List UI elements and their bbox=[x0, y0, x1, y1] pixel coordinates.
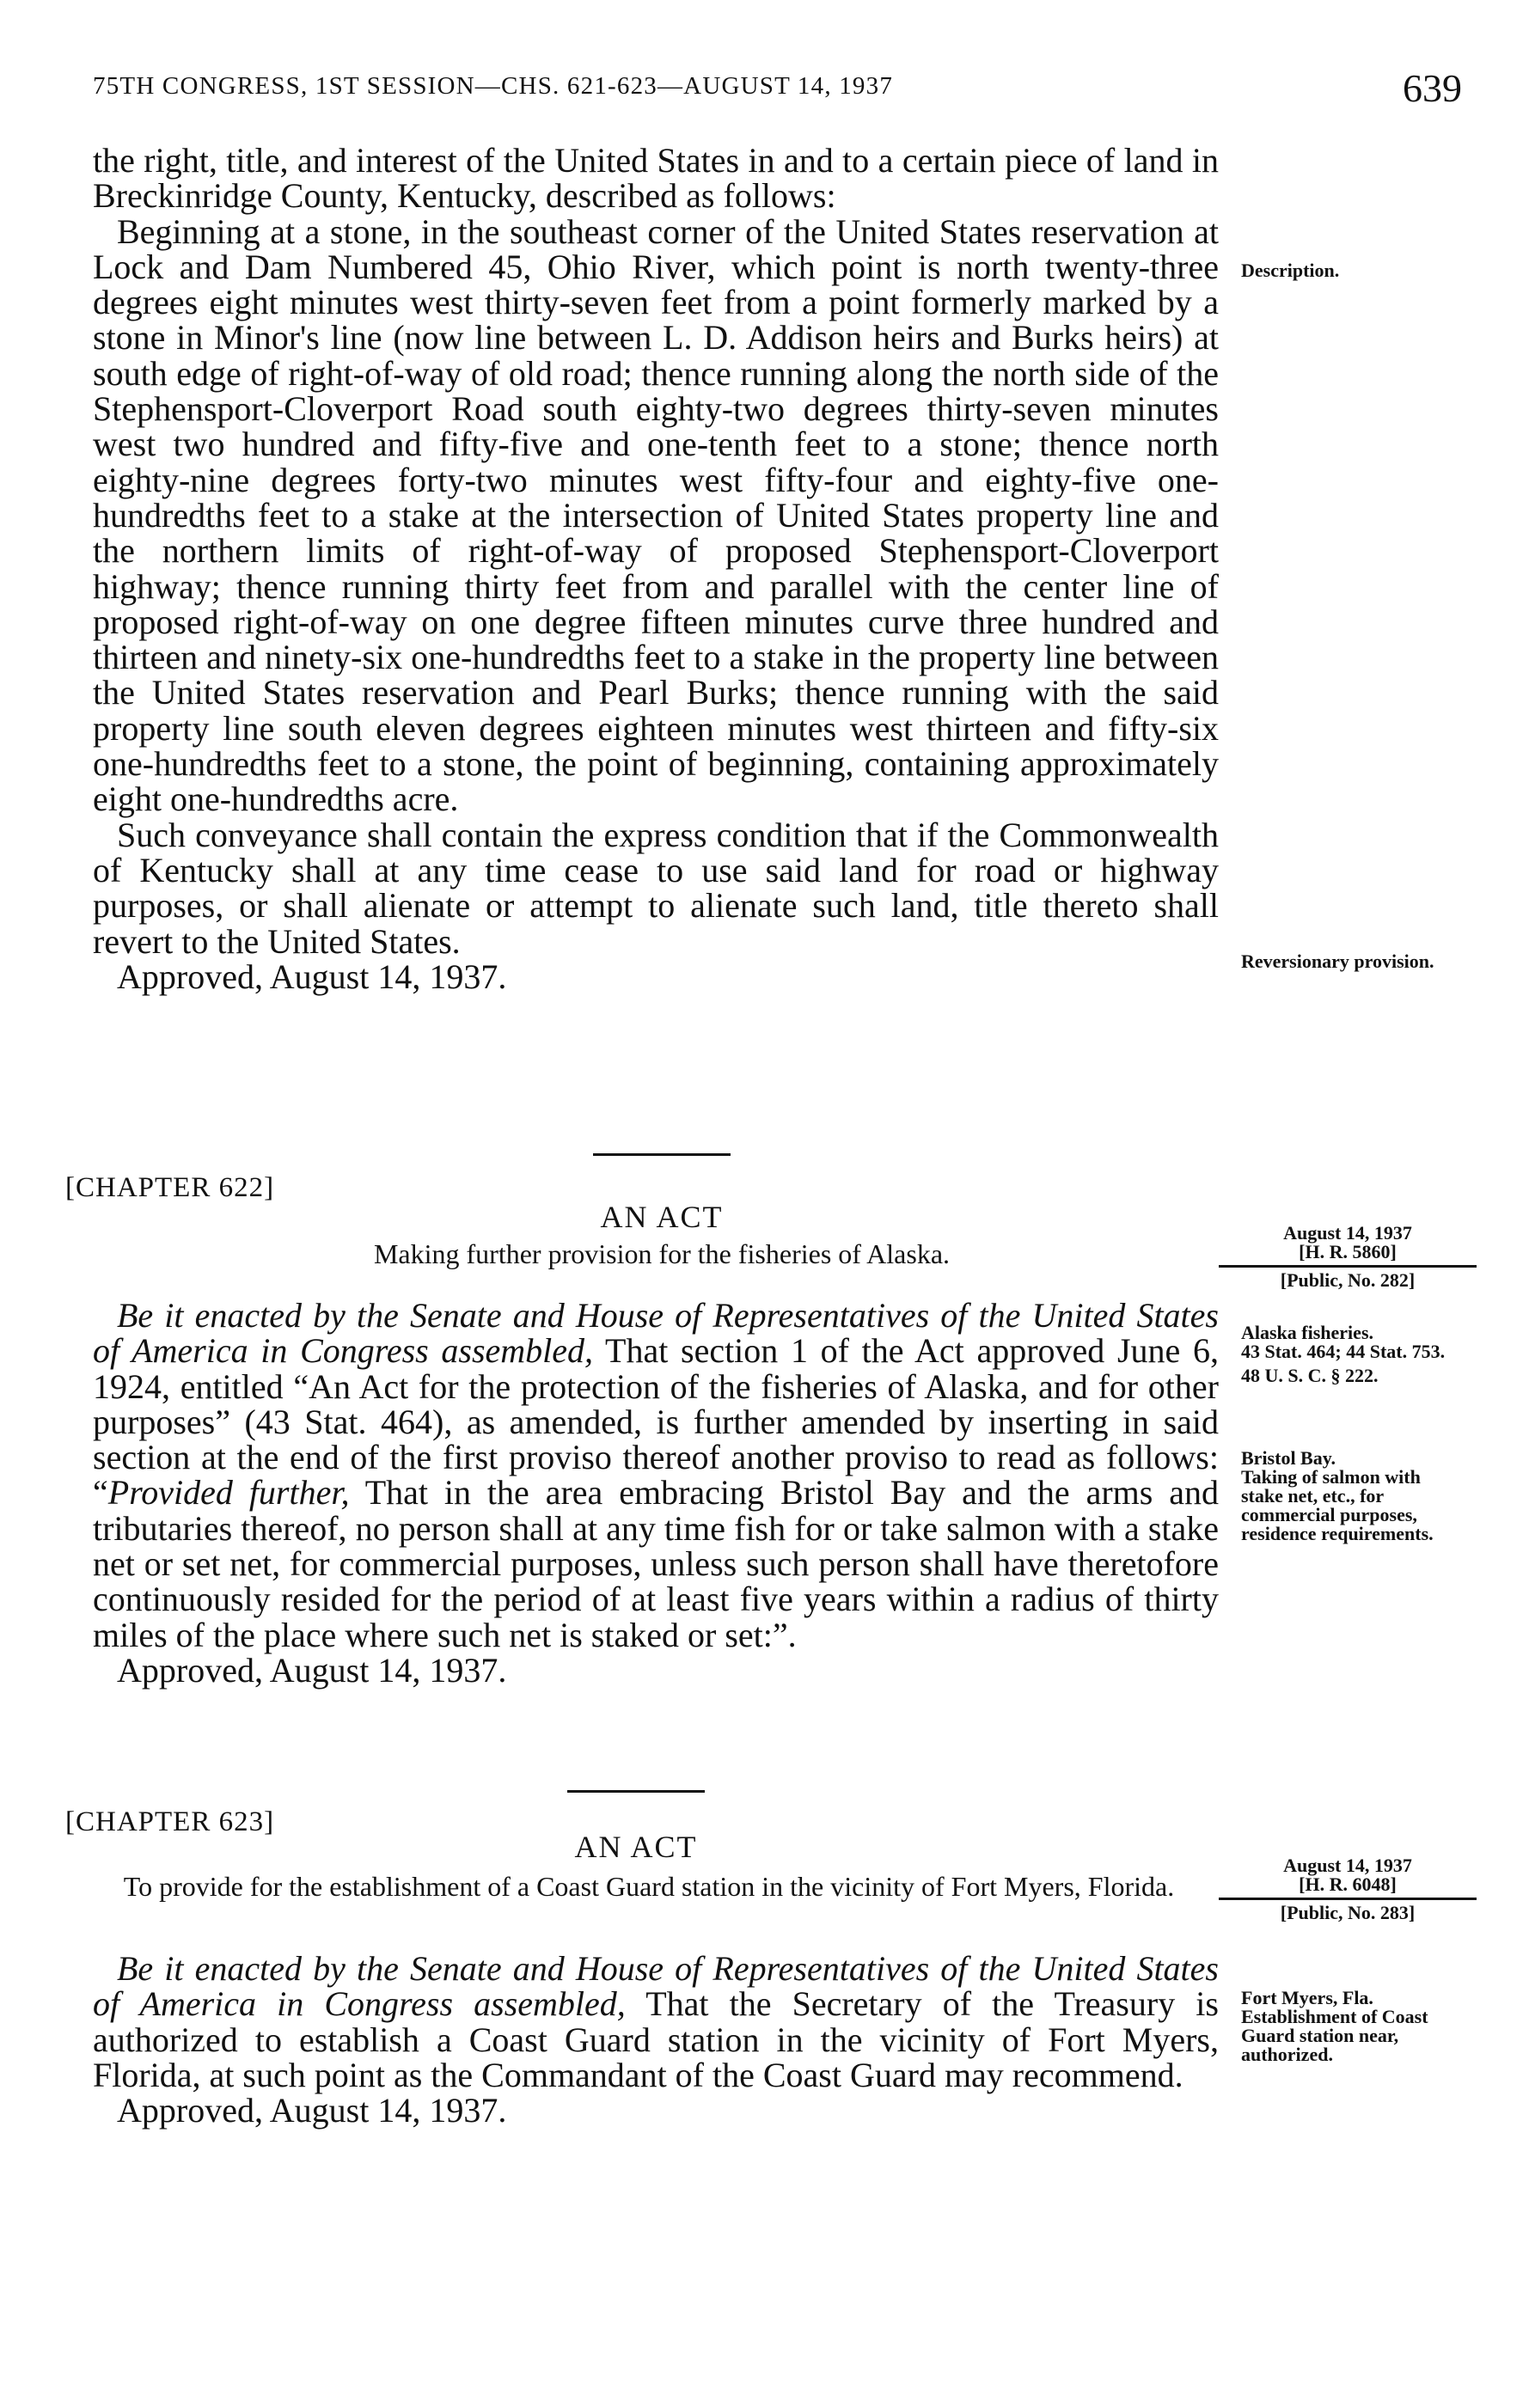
act-date: August 14, 1937 bbox=[1283, 1222, 1412, 1244]
chapter-623-text bbox=[93, 1951, 1219, 2128]
act-title-623: AN ACT bbox=[574, 1830, 698, 1864]
margin-notes-623 bbox=[1241, 1989, 1463, 2064]
margin-note-description: Description. bbox=[1241, 260, 1340, 281]
act-subtitle-623: To provide for the establishment of a Coast Guard station in the vicinity of Fort Myers, Florida. bbox=[123, 1871, 1175, 1902]
margin-note-taking: Taking of salmon with stake net, etc., for commercial purposes, residence requirements. bbox=[1241, 1466, 1434, 1544]
chapter-621-text bbox=[93, 143, 1219, 994]
act-date: August 14, 1937 bbox=[1283, 1855, 1412, 1876]
act-meta-623 bbox=[1219, 1856, 1477, 1922]
margin-note-reversionary: Reversionary provision. bbox=[1241, 950, 1434, 972]
paragraph-enactment-622 bbox=[93, 1298, 1219, 1653]
chapter-623-label: [CHAPTER 623] bbox=[65, 1806, 275, 1837]
approved-line: Approved, August 14, 1937. bbox=[117, 956, 507, 996]
approved-line: Approved, August 14, 1937. bbox=[117, 1650, 507, 1690]
bill-number: [H. R. 5860] bbox=[1219, 1243, 1477, 1268]
bill-number: [H. R. 6048] bbox=[1219, 1875, 1477, 1900]
margin-note-alaska: Alaska fisheries. bbox=[1241, 1322, 1373, 1343]
paragraph-continuation: the right, title, and interest of the United States in and to a certain piece of land in Breckinridge County, Kentucky, described as follows: bbox=[93, 141, 1219, 216]
approved-line: Approved, August 14, 1937. bbox=[117, 2091, 507, 2130]
body-part-2: That in the area embracing Bristol Bay and the arms and tributaries thereof, no person shall at any time fish for or take salmon with a stake net or set net, for commercial purposes, unless such person shall have theretofore continuously resided for the period of at least five years within a radius of thirty miles of the place where such net is staked or set:”. bbox=[93, 1473, 1219, 1654]
margin-note-place: Fort Myers, Fla. bbox=[1241, 1987, 1373, 2008]
proviso-italic: Provided further, bbox=[107, 1473, 350, 1513]
running-head: 75TH CONGRESS, 1ST SESSION—CHS. 621-623—AUGUST 14, 1937 bbox=[93, 72, 894, 100]
margin-note-establishment: Establishment of Coast Guard station near, authorized. bbox=[1241, 2006, 1428, 2065]
margin-note-stat: 43 Stat. 464; 44 Stat. 753. bbox=[1241, 1341, 1446, 1362]
paragraph-reversion: Such conveyance shall contain the express condition that if the Commonwealth of Kentucky shall at any time cease to use said land for road or highway purposes, or shall alienate or attempt to alienate such land, title thereto shall revert to the United States. bbox=[93, 815, 1219, 961]
margin-notes-622 bbox=[1241, 1323, 1463, 1385]
chapter-622-label: [CHAPTER 622] bbox=[65, 1172, 275, 1203]
body-part-1: That section 1 of the Act approved June 6, 1924, entitled “An Act for the protection of the fisheries of Alaska, and for other purposes” (43 Stat. 464), as amended, is further amended by inserting in said section at the end of the first proviso thereof another proviso to read as follows: “ bbox=[93, 1331, 1219, 1513]
public-law-number: [Public, No. 282] bbox=[1280, 1269, 1416, 1291]
margin-notes-bristol bbox=[1241, 1449, 1463, 1543]
separator-rule bbox=[593, 1153, 731, 1156]
enacting-clause: Be it enacted by the Senate and House of Representatives of the United States of America in Congress assembled, bbox=[93, 1949, 1219, 2024]
separator-rule bbox=[567, 1790, 705, 1793]
chapter-622-text bbox=[93, 1298, 1219, 1688]
act-meta-622 bbox=[1219, 1224, 1477, 1290]
act-subtitle-622: Making further provision for the fisheries of Alaska. bbox=[373, 1238, 951, 1269]
page-number: 639 bbox=[1403, 66, 1462, 110]
paragraph-enactment-623 bbox=[93, 1951, 1219, 2093]
margin-note-bristol: Bristol Bay. bbox=[1241, 1447, 1336, 1469]
body: That the Secretary of the Treasury is authorized to establish a Coast Guard station in the vicinity of Fort Myers, Florida, at such point as the Commandant of the Coast Guard may recommend. bbox=[93, 1984, 1219, 2094]
margin-note-usc: 48 U. S. C. § 222. bbox=[1241, 1365, 1379, 1386]
public-law-number: [Public, No. 283] bbox=[1280, 1902, 1416, 1923]
paragraph-description: Beginning at a stone, in the southeast corner of the United States reservation at Lock and Dam Numbered 45, Ohio River, which point is north twenty-three degrees eight minutes west thirty-seven feet from a point formerly marked by a stone in Minor's line (now line between L. D. Addison heirs and Burks heirs) at south edge of right-of-way of old road; thence running along the north side of the Stephensport-Cloverport Road south eighty-two degrees thirty-seven minutes west two hundred and fifty-five and one-tenth feet to a stone; thence north eighty-nine degrees forty-two minutes west fifty-four and eighty-five one-hundredths feet to a stake at the intersection of United States property line and the northern limits of right-of-way of proposed Stephensport-Cloverport highway; thence running thirty feet from and parallel with the center line of proposed right-of-way on one degree fifteen minutes curve three hundred and thirteen and ninety-six one-hundredths feet to a stake in the property line between the United States reservation and Pearl Burks; thence running with the said property line south eleven degrees eighteen minutes west thirteen and fifty-six one-hundredths feet to a stone, the point of beginning, containing approximately eight one-hundredths acre. bbox=[93, 211, 1219, 819]
act-title-622: AN ACT bbox=[600, 1200, 724, 1234]
enacting-clause: Be it enacted by the Senate and House of Representatives of the United States of America in Congress assembled, bbox=[93, 1296, 1219, 1371]
